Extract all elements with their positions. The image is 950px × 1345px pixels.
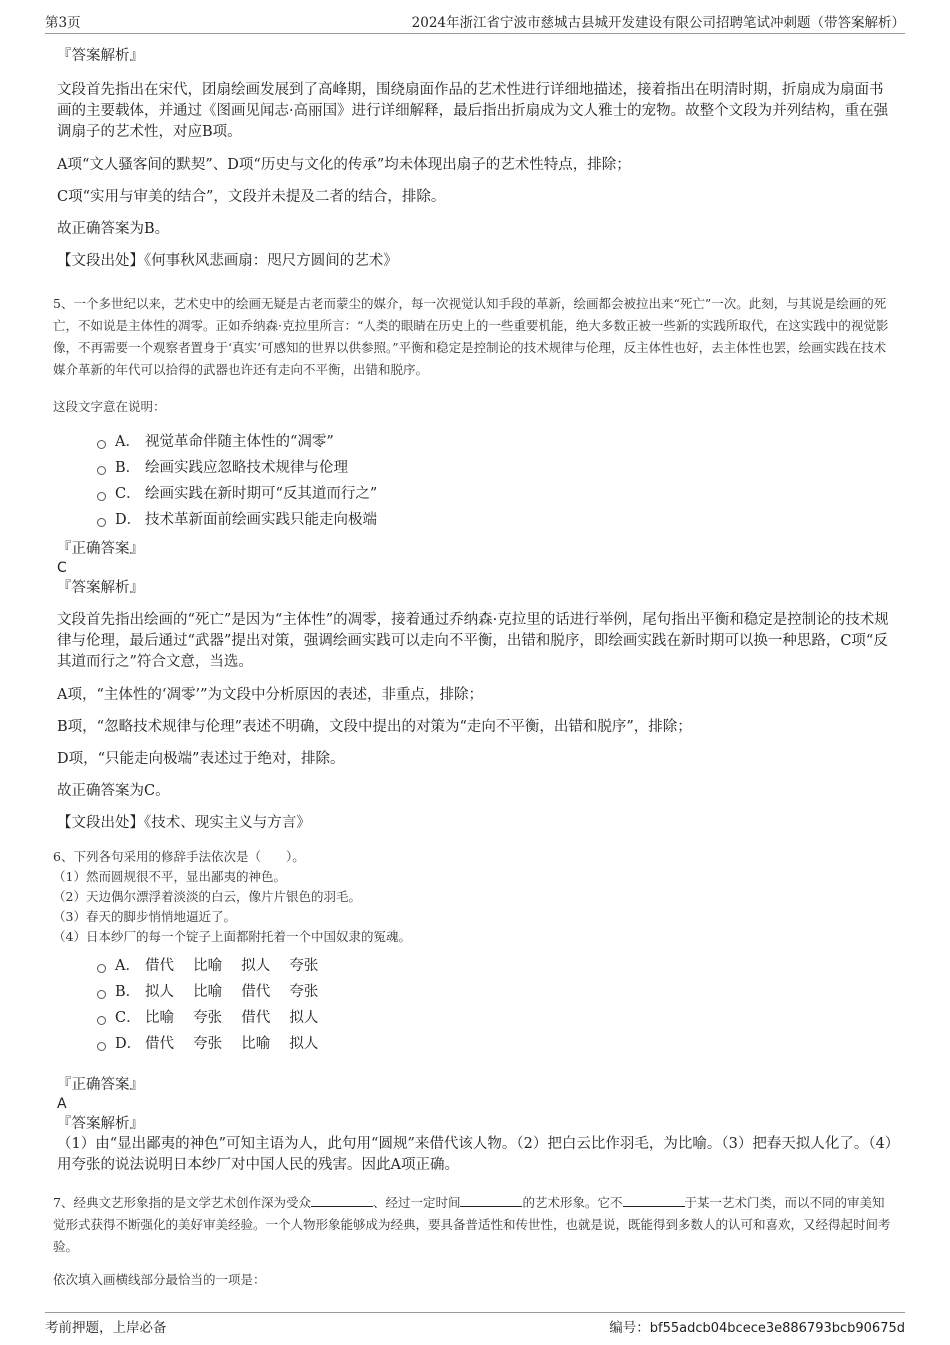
q5-source: 【文段出处】《技术、现实主义与方言》 [57, 815, 311, 831]
q6-line-4: （4）日本纱厂的每一个锭子上面都附托着一个中国奴隶的冤魂。 [53, 929, 411, 944]
q6-option-d[interactable]: D． 借代 夸张 比喻 拟人 [97, 1031, 895, 1057]
q5-analysis-p5: 故正确答案为C。 [57, 783, 170, 799]
q5-option-b[interactable]: B． 绘画实践应忽略技术规律与伦理 [97, 455, 895, 481]
page-footer [45, 1312, 905, 1336]
q5-analysis-label: 『答案解析』 [57, 580, 144, 596]
q4-analysis-p4: 故正确答案为B。 [57, 221, 170, 237]
q4-analysis-label: 『答案解析』 [57, 48, 144, 64]
page-header [45, 10, 905, 34]
q5-analysis-p2: A项，“主体性的‘凋零’”为文段中分析原因的表述，非重点，排除； [57, 687, 484, 703]
q6-options [97, 953, 895, 1057]
q5-prompt: 这段文字意在说明： [53, 399, 166, 414]
q5-analysis-p4: D项，“只能走向极端”表述过于绝对，排除。 [57, 751, 345, 767]
radio-icon[interactable] [97, 466, 106, 475]
q4-source: 【文段出处】《何事秋风悲画扇：咫尺方圆间的艺术》 [57, 253, 398, 269]
page-number: 第3页 [45, 15, 81, 31]
footer-code: 编号：bf55adcb04bcece3e886793bcb90675d [609, 1320, 905, 1336]
radio-icon[interactable] [97, 1016, 106, 1025]
q7-stem: 7、经典文艺形象指的是文学艺术创作深为受众 、经过一定时间 的艺术形象。它不 于某一艺术门类，而以不同的审美知觉形式获得不断强化的美好审美经验。一个人物形象能够成为经典，要具备普适性和传世性，也就是说，既能得到多数人的认可和喜欢，又经得起时间考验。 [53, 1195, 891, 1254]
radio-icon[interactable] [97, 990, 106, 999]
q5-stem: 5、一个多世纪以来，艺术史中的绘画无疑是古老而蒙尘的媒介，每一次视觉认知手段的革新，绘画都会被拉出来“死亡”一次。此刻，与其说是绘画的死亡，不如说是主体性的凋零。正如乔纳森·克拉里所言：“人类的眼睛在历史上的一些重要机能，绝大多数正被一些新的实践所取代，在这实践中的视觉影像，不再需要一个观察者置身于‘真实’可感知的世界以供参照。”平衡和稳定是控制论的技术规律与伦理，反主体性也好，去主体性也罢，绘画实践在技术媒介革新的年代可以拾得的武器也许还有走向不平衡，出错和脱序。 [53, 296, 889, 377]
q6-option-b[interactable]: B． 拟人 比喻 借代 夸张 [97, 979, 895, 1005]
q6-line-1: （1）然而圆规很不平，显出鄙夷的神色。 [53, 869, 286, 884]
radio-icon[interactable] [97, 964, 106, 973]
q4-analysis-p3: C项“实用与审美的结合”，文段并未提及二者的结合，排除。 [57, 189, 446, 205]
q4-analysis-p2: A项“文人骚客间的默契”、D项“历史与文化的传承”均未体现出扇子的艺术性特点，排除； [57, 157, 631, 173]
q5-correct-label: 『正确答案』 [57, 541, 144, 557]
radio-icon[interactable] [97, 440, 106, 449]
q6-option-a[interactable]: A． 借代 比喻 拟人 夸张 [97, 953, 895, 979]
q4-analysis-p1: 文段首先指出在宋代，团扇绘画发展到了高峰期，围绕扇面作品的艺术性进行详细地描述，接着指出在明清时期，折扇成为扇面书画的主要载体，并通过《图画见闻志·高丽国》进行详细解释，最后指出折扇成为文人雅士的宠物。故整个文段为并列结构，重在强调扇子的艺术性，对应B项。 [57, 82, 889, 140]
q6-analysis: （1）由“显出鄙夷的神色”可知主语为人，此句用“圆规”来借代该人物。（2）把白云比作羽毛，为比喻。（3）把春天拟人化了。（4）用夸张的说法说明日本纱厂对中国人民的残害。因此A项正确。 [57, 1136, 893, 1173]
q5-analysis-p1: 文段首先指出绘画的“死亡”是因为“主体性”的凋零，接着通过乔纳森·克拉里的话进行举例，尾句指出平衡和稳定是控制论的技术规律与伦理，最后通过“武器”提出对策，强调绘画实践可以走向不平衡，出错和脱序，即绘画实践在新时期可以换一种思路，C项“反其道而行之”符合文意，当选。 [57, 612, 889, 670]
q6-stem: 6、下列各句采用的修辞手法依次是（ ）。 [53, 849, 305, 864]
q5-option-d[interactable]: D． 技术革新面前绘画实践只能走向极端 [97, 507, 895, 533]
main-content [53, 46, 895, 1290]
q6-line-2: （2）天边偶尔漂浮着淡淡的白云，像片片银色的羽毛。 [53, 889, 361, 904]
q7-prompt: 依次填入画横线部分最恰当的一项是： [53, 1272, 266, 1287]
q5-option-c[interactable]: C． 绘画实践在新时期可“反其道而行之” [97, 481, 895, 507]
blank-2 [460, 1194, 522, 1207]
document-title: 2024年浙江省宁波市慈城古县城开发建设有限公司招聘笔试冲刺题（带答案解析） [411, 15, 905, 31]
q5-option-a[interactable]: A． 视觉革命伴随主体性的“凋零” [97, 429, 895, 455]
radio-icon[interactable] [97, 1042, 106, 1051]
q6-analysis-label: 『答案解析』 [57, 1116, 144, 1132]
q5-options [97, 429, 895, 533]
q6-correct-answer: A [57, 1096, 67, 1112]
q6-correct-label: 『正确答案』 [57, 1077, 144, 1093]
radio-icon[interactable] [97, 518, 106, 527]
q6-line-3: （3）春天的脚步悄悄地逼近了。 [53, 909, 236, 924]
footer-slogan: 考前押题，上岸必备 [45, 1320, 167, 1336]
q6-option-c[interactable]: C． 比喻 夸张 借代 拟人 [97, 1005, 895, 1031]
radio-icon[interactable] [97, 492, 106, 501]
blank-3 [623, 1194, 685, 1207]
q5-correct-answer: C [57, 560, 67, 576]
q5-analysis-p3: B项，“忽略技术规律与伦理”表述不明确，文段中提出的对策为“走向不平衡，出错和脱序”，排除； [57, 719, 692, 735]
blank-1 [311, 1194, 373, 1207]
